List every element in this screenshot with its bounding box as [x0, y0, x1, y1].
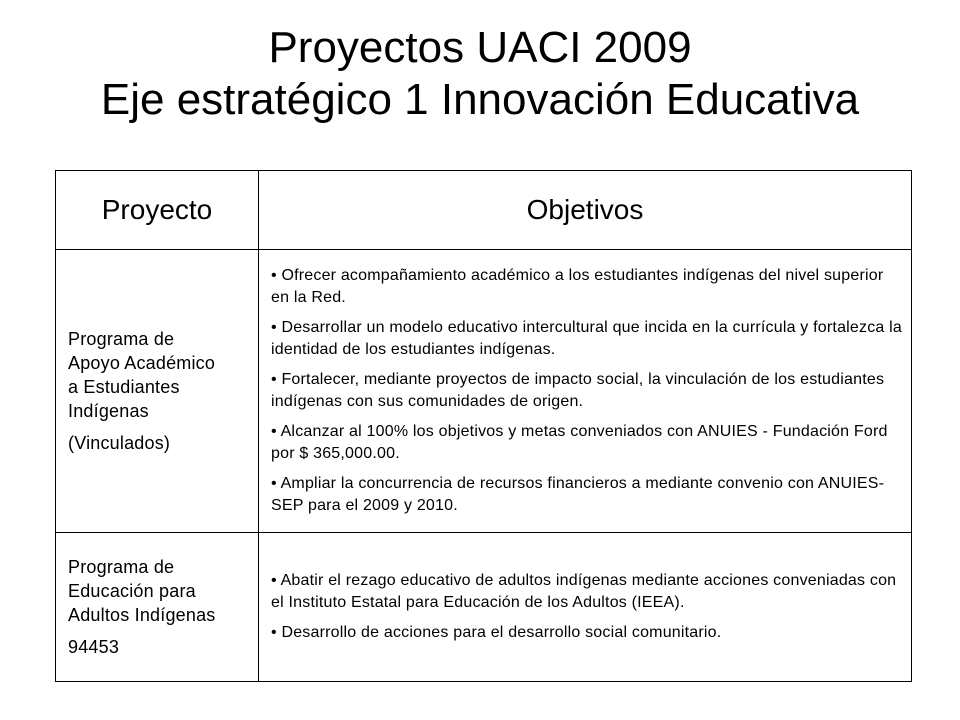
- header-objetivos: Objetivos: [259, 171, 912, 250]
- project-name-line: Adultos Indígenas: [68, 605, 216, 625]
- table-row: [56, 250, 912, 533]
- objectives-cell: [259, 533, 912, 682]
- objective-item: • Ampliar la concurrencia de recursos financieros a mediante convenio con ANUIES-SEP para el 2009 y 2010.: [271, 475, 885, 514]
- objective-item: • Fortalecer, mediante proyectos de impacto social, la vinculación de los estudiantes indígenas con sus comunidades de origen.: [271, 371, 885, 410]
- slide-title: [0, 22, 960, 126]
- project-cell: [56, 533, 259, 682]
- objective-item: • Ofrecer acompañamiento académico a los estudiantes indígenas del nivel superior en la Red.: [271, 267, 884, 306]
- header-proyecto: Proyecto: [56, 171, 259, 250]
- table-header-row: [56, 171, 912, 250]
- table-row: [56, 533, 912, 682]
- project-name-line: Apoyo Académico: [68, 353, 216, 373]
- project-name-line: Programa de: [68, 557, 175, 577]
- title-line-2: Eje estratégico 1 Innovación Educativa: [100, 75, 860, 124]
- objective-item: • Alcanzar al 100% los objetivos y metas conveniados con ANUIES - Fundación Ford por $ 365,000.00.: [271, 423, 888, 462]
- project-cell: [56, 250, 259, 533]
- projects-table: [55, 170, 912, 682]
- project-note: (Vinculados): [68, 433, 171, 453]
- project-name-line: Indígenas: [68, 401, 149, 421]
- project-name-line: Programa de: [68, 329, 175, 349]
- project-name-line: Educación para: [68, 581, 196, 601]
- project-note: 94453: [68, 637, 120, 657]
- objective-item: • Desarrollo de acciones para el desarrollo social comunitario.: [271, 624, 722, 641]
- objective-item: • Abatir el rezago educativo de adultos indígenas mediante acciones conveniadas con el Instituto Estatal para Educación de los Adultos (IEEA).: [271, 572, 897, 611]
- objectives-cell: [259, 250, 912, 533]
- project-name-line: a Estudiantes: [68, 377, 180, 397]
- objective-item: • Desarrollar un modelo educativo intercultural que incida en la currícula y fortalezca la identidad de los estudiantes indígenas.: [271, 319, 903, 358]
- title-line-1: Proyectos UACI 2009: [268, 23, 692, 72]
